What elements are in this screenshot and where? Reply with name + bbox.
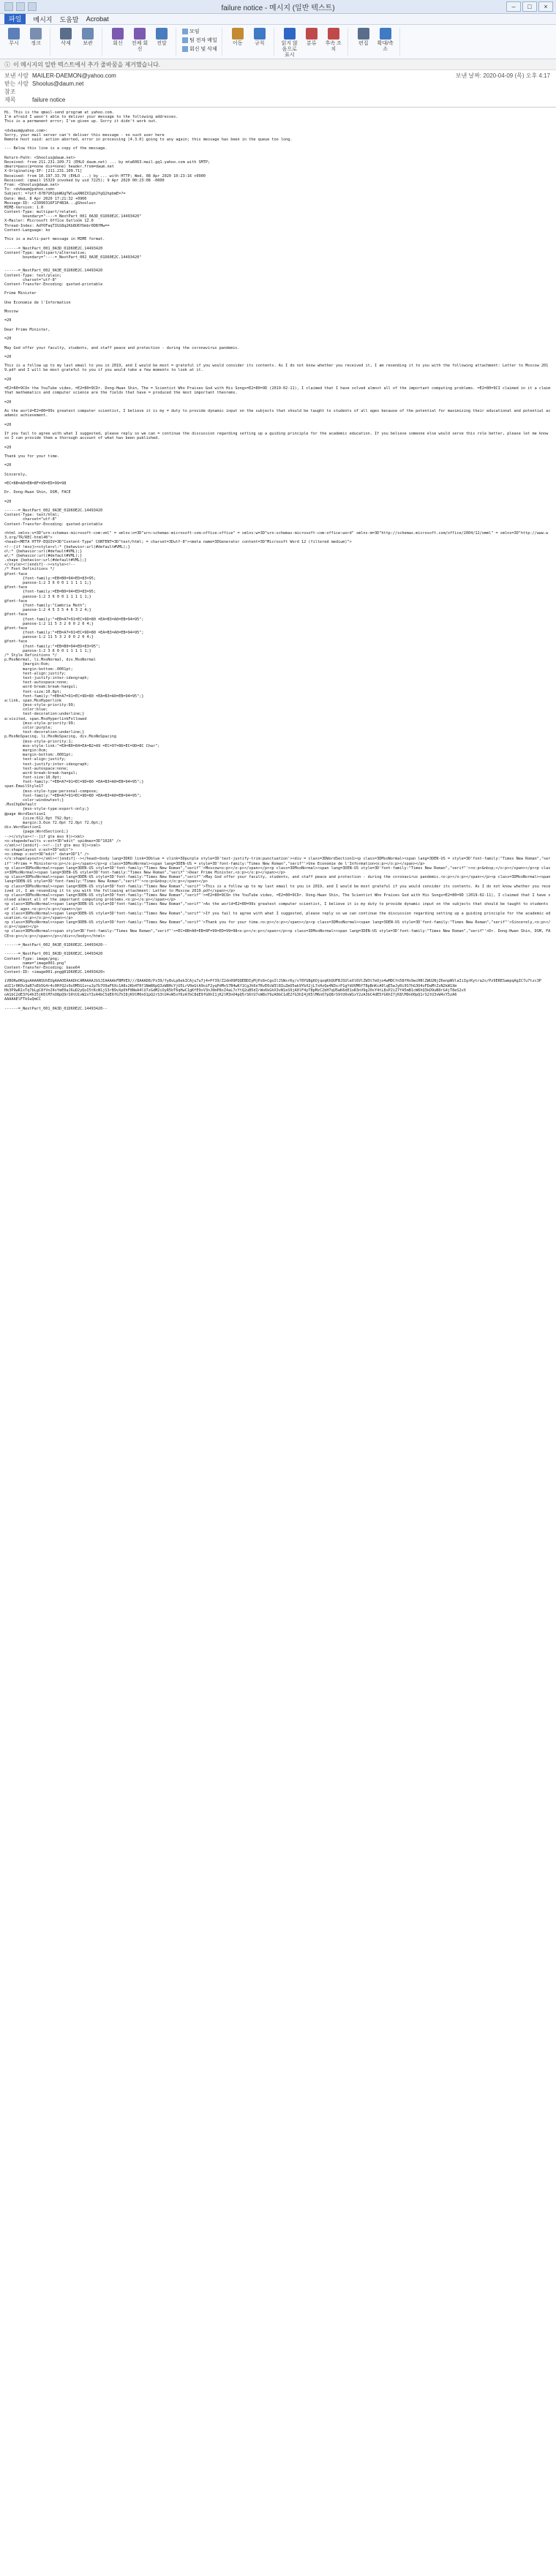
sent-value: 2020-04-09 (목) 오후 4:17 — [483, 72, 550, 79]
body-line: Remote host said: action aborted, error in processing [4.3.0] going to any again; this message has been in the queue too long. — [4, 138, 293, 143]
body-line: panose-1:2 11 5 3 2 0 0 2 0 4;} — [4, 621, 94, 626]
body-line: </o:shapelayout></xml><![endif]--></head><body lang=3DKO link=3Dblue = vlink=3Dpurple style=3D'text-justify-trim:punctuation'><div = class=3DWordSection1><p class=3DMsoNormal><span lang=3DEN-US = style=3D'font-family:"Times New Roman","serif"'>Prime = Minister<o:p></o:p></span></p><p class=3DMsoNormal><span lang=3DEN-US = style=3D'font-family:"Times New Roman","serif"'>Une Economie de l'Information<o:p></o:p></span></p> — [4, 857, 551, 866]
body-line: text-align:justify; — [4, 671, 67, 676]
ribbon-group-4 — [228, 28, 274, 56]
body-line: {font-family:"=EB=A7=91=EC=9D=80 =EA=B3=A0=EB=94=95"; — [4, 631, 144, 636]
undo-icon[interactable] — [16, 2, 25, 11]
subject-label: 제목 — [4, 97, 16, 103]
quick-access-toolbar — [4, 2, 37, 11]
body-line: panose-1:2 11 5 3 2 0 0 2 0 4;} — [4, 635, 94, 640]
body-line: {font-family:"=EB=B0=94=ED=83=95"; — [4, 644, 101, 649]
from-label: 보낸 사람 — [4, 72, 29, 79]
redo-icon[interactable] — [28, 2, 37, 11]
body-line: oA1bC2dE3fG4hI5jK6lM7nO8pQ9rS0tU1vW2xY3zA4bC5dE6fG7hI8jK9lM0nO1pQ2rS3tU4vW5xY6zA7bC8dE9fG0hI1jK2lM3nO4pQ5rS6tU7vW8xY9zA0bC1dE2fG3hI4jK5lM6nO7pQ8rS9tU0vW1xY2zA3bC4dE5fG6hI7jK8lM9nO0pQ1rS2tU3vW4xY5zA6 — [4, 993, 457, 998]
sent-date: 보낸 날짜: 2020-04-09 (목) 오후 4:17 — [455, 72, 550, 79]
sent-label: 보낸 날짜 — [455, 72, 480, 79]
body-line: o\:* {behavior:url(#default#VML);} — [4, 549, 83, 554]
ribbon-button-label: 후속 조치 — [325, 41, 342, 52]
body-line: {margin:0cm; — [4, 662, 50, 667]
body-line: text-decoration:underline;} — [4, 730, 85, 735]
window-controls — [506, 1, 553, 12]
quick-step-1[interactable] — [182, 37, 217, 44]
minimize-icon[interactable]: – — [506, 1, 521, 12]
body-line: {size:612.0pt 792.0pt; — [4, 816, 73, 821]
body-line: text-align:justify; — [4, 757, 67, 762]
body-line: =20 — [4, 318, 12, 323]
unread-icon — [284, 28, 296, 40]
body-line: Content-Type: text/html; — [4, 513, 59, 518]
body-line: margin:0cm; — [4, 748, 48, 753]
body-line: --- Below this line is a copy of the message. — [4, 146, 108, 151]
body-line: @font-face — [4, 639, 28, 645]
subject-value: failure notice — [32, 97, 66, 103]
body-line: <p class=3DMsoNormal><span lang=3DEN-US style=3D'font-family:"Times New Roman","serif"'>May God offer your faculty, students, and staff peace and protection - during the coronavirus pandemic.<o:p></o:p></span></p><p class=3DMsoNormal><span lang=3DEN-US style=3D'font-family:"Times New Roman","serif"'><o:p>&nbsp;</o:p></span></p> — [4, 875, 553, 885]
body-line: =20 — [4, 422, 12, 427]
quick-step-icon — [182, 37, 188, 43]
body-line: a:link, span.MsoHyperlink — [4, 698, 62, 703]
body-line: As the world=E2=80=99s greatest computer scientist, I believe it is my = duty to provide dynamic input on the subjects that should be taught to students of all ages because of the potential for maximizing their educational and potential academic achievement. — [4, 409, 551, 418]
body-line: <p class=3DMsoNormal><span lang=3DEN-US style=3D'font-family:"Times New Roman","serif"'>Thank you for your time.<o:p></o:p></span></p><p class=3DMsoNormal><span lang=3DEN-US style=3D'font-family:"Times New Roman","serif"'>Sincerely,<o:p></o:p></span></p> — [4, 920, 551, 930]
body-line: {mso-style-priority:1; — [4, 739, 73, 744]
ribbon-button-label: 보관 — [83, 41, 93, 46]
body-line: /* Style Definitions */ — [4, 653, 57, 658]
body-line: @font-face — [4, 612, 28, 617]
body-line: font-size:10.0pt; — [4, 776, 62, 781]
body-line: <html xmlns:v=3D"urn:schemas-microsoft-com:vml" = xmlns:o=3D"urn:schemas-microsoft-com:office:office" = xmlns:w=3D"urn:schemas-microsoft-com:office:word" xmlns:m=3D"http://schemas.microsoft.com/office/2004/12/omml" = xmlns=3D"http://www.w3.org/TR/REC-html40"> — [4, 530, 549, 541]
close-icon[interactable]: × — [538, 1, 553, 12]
to-label: 받는 사람 — [4, 80, 29, 87]
body-line: May God offer your faculty, students, and staff peace and protection - during the coronavirus pandemic. — [4, 345, 240, 350]
forward-button[interactable] — [152, 28, 171, 47]
body-line: =20 — [4, 337, 12, 342]
body-line: ------=_NextPart_002_0A3E_01D60E2C.14493420 — [4, 269, 103, 274]
body-line: font-family:"=EB=A7=91=EC=9D=80 =EA=B3=A0=EB=94=95";} — [4, 780, 144, 785]
quick-steps — [182, 28, 217, 53]
ribbon-group-6 — [354, 28, 400, 56]
body-line: Received: from 10.197.33.70 (EHLO ...) by ... with HTTP; Wed, 08 Apr 2020 10:23:16 +0900 — [4, 173, 206, 179]
ribbon-button-label: 규칙 — [254, 41, 265, 46]
body-line: From: <Shoolus@daum.net> — [4, 182, 59, 187]
body-line: /* Font Definitions */ — [4, 567, 55, 572]
body-line: text-autospace:none; — [4, 680, 69, 686]
body-line: Une Economie de l'Information — [4, 300, 71, 305]
body-line: {font-family:=EB=B0=94=ED=83=95; — [4, 576, 96, 581]
ribbon-button-label: 회신 — [113, 41, 123, 46]
quick-step-label: 팀 전자 메일 — [189, 38, 217, 43]
body-line: <o:shapelayout v:ext=3D"edit"> — [4, 848, 73, 853]
forward-icon — [156, 28, 168, 40]
body-line: Subject: =?utf-8?B?UHJpbWUgTWluaXN0ZXIgb2YgQ2hpbmE=?= — [4, 192, 126, 197]
body-line: margin-bottom:.0001pt; — [4, 666, 73, 672]
body-line: ------=_NextPart_001_0A3D_01D60E2C.14493420-- — [4, 1006, 108, 1011]
tab-2[interactable]: 도움말 — [59, 15, 79, 23]
body-line: Thank you for your time. — [4, 454, 59, 459]
body-line: word-break:break-hangul; — [4, 685, 78, 690]
body-line: @font-face — [4, 598, 28, 604]
body-line: iVBORw0KGgoAAAANSUhEUgAAAOEAAADhCAMAAAAJbSJIAAAAkFBMVEX///8AAAD8/Pz39/fy8vLp6ekICAju7u7j4+Pf39/Z2dn09PQQEBDIyMjPz8+CgoIlJSWsrKy/v78YGBg6OjqoqKhQUFBJSUleXl6VlZW3t7eOjo4wMDCfn58fHx9wcHBlZWU2NjZ6enpWVlaIiIgrKytra2s/Pz9ERESampqAgIC7u7tzc3P — [4, 979, 541, 984]
body-line: <!--[if !mso]><style>v\:* {behavior:url(#default#VML);} — [4, 544, 130, 549]
reply-all-button[interactable] — [130, 28, 149, 53]
body-line: Content-Type: image/png; — [4, 956, 59, 961]
body-line: <head><META HTTP-EQUIV=3D"Content-Type" CONTENT=3D"text/html; = charset=3Dutf-8"><meta name=3DGenerator content=3D"Microsoft Word 12 (filtered medium)"> — [4, 540, 352, 545]
body-line: text-justify:inter-ideograph; — [4, 675, 89, 680]
edit-icon — [358, 28, 369, 40]
body-line: Sincerely, — [4, 472, 28, 477]
body-line: ------=_NextPart_002_0A3E_01D60E2C.14493420-- — [4, 943, 108, 947]
ribbon-group-2 — [108, 28, 176, 56]
body-line: This is a multi-part message in MIME format. — [4, 237, 105, 242]
quick-step-label: 모임 — [189, 29, 200, 34]
body-line: =E2=80=9COn the YouTube video, =E2=80=9CDr. Dong-Hwan Shin, The = Scientist Who Praises God with His Songs=E2=80=9D (2019-02-11), I claimed that I have solved almost all of the important computing problems. =E2=80=9CI claimed in it a claim that mathematics and computer science are the fields that have = produced the most important theorems. — [4, 386, 553, 396]
body-line: span.EmailStyle17 — [4, 784, 44, 789]
ribbon-button-label: 정크 — [31, 41, 41, 46]
body-line: font-size:10.0pt; — [4, 689, 62, 694]
tab-3[interactable]: Acrobat — [86, 15, 109, 23]
body-line: Content-Transfer-Encoding: quoted-printable — [4, 282, 103, 288]
body-line: To: <dvbaum@yahoo.com> — [4, 187, 55, 192]
body-line: =20 — [4, 499, 12, 504]
body-line: .shape {behavior:url(#default#VML);} — [4, 558, 87, 563]
rules-icon — [254, 28, 266, 40]
body-line: Content-Type: text/plain; — [4, 273, 62, 278]
info-bar[interactable] — [0, 59, 556, 70]
categorize-button[interactable] — [302, 28, 321, 47]
body-line: a:visited, span.MsoHyperlinkFollowed — [4, 716, 87, 721]
ribbon-button-label: 편집 — [358, 41, 369, 46]
body-line: Return-Path: <Shoolus@daum.net> — [4, 155, 75, 160]
unread-button[interactable] — [280, 28, 299, 59]
ribbon-group-5 — [280, 28, 348, 56]
body-line: =EC=8B=A0=EB=8F=99=ED=99=98 — [4, 481, 67, 486]
body-line: Content-Transfer-Encoding: quoted-printable — [4, 522, 103, 527]
ribbon-button-label: 분류 — [306, 41, 317, 46]
body-line: If you fail to agree with what I suggested, please reply so we can = continue the discussion regarding setting up a guiding principle for the academic education. If you believe someone else would serve this role better, please let me know so I can provide them a thorough account of what has been published. — [4, 431, 551, 441]
body-line: </style><![endif]--><style><!-- — [4, 563, 75, 568]
body-line: {mso-style-priority:99; — [4, 703, 75, 708]
body-line: @page WordSection1 — [4, 811, 46, 816]
body-line: {mso-style-type:personal-compose; — [4, 789, 99, 794]
body-line: <p class=3DMsoNormal><span lang=3DEN-US style=3D'font-family:"Times New Roman","serif"'>=E2=80=9COn the YouTube video, =E2=80=9CDr. Dong-Hwan Shin, The Scientist Who Praises God with His Songs=E2=80=9D (2019-02-11), I claimed that I have solved almost all of the important computing problems.<o:p></o:p></span></p> — [4, 893, 551, 903]
reply-icon — [112, 28, 124, 40]
ribbon-button-label: 전체 회신 — [131, 41, 149, 52]
flag-icon — [328, 28, 339, 40]
body-line: </xml><![endif]--><!--[if gte mso 9]><xml> — [4, 843, 101, 848]
body-line: ------=_NextPart_002_0A3E_01D60E2C.14493420 — [4, 508, 103, 514]
body-line: Date: Wed, 8 Apr 2020 17:21:32 +0900 — [4, 196, 87, 201]
zoom-button[interactable] — [376, 28, 395, 53]
ribbon-button-label: 이동 — [232, 41, 243, 46]
body-line: color:purple; — [4, 726, 53, 731]
body-line: name="image001.png" — [4, 961, 67, 966]
body-line: @font-face — [4, 571, 28, 577]
move-button[interactable] — [228, 28, 247, 47]
ignore-icon — [8, 28, 20, 40]
window-titlebar — [0, 0, 556, 14]
body-line: ------=_NextPart_001_0A3D_01D60E2C.14493420 — [4, 246, 103, 251]
body-line: @font-face — [4, 585, 28, 590]
body-line: X-Originating-IP: [211.231.109.71] — [4, 169, 83, 174]
reply-button[interactable] — [108, 28, 127, 47]
from-value[interactable]: MAILER-DAEMON@yahoo.com — [32, 72, 116, 79]
body-line: p.MsoNormal, li.MsoNormal, div.MsoNormal — [4, 658, 96, 663]
junk-icon — [30, 28, 42, 40]
quick-step-label: 회신 및 삭제 — [189, 47, 217, 52]
quick-step-icon — [182, 46, 188, 52]
body-line: color:blue; — [4, 707, 48, 713]
body-line: =20 — [4, 463, 12, 468]
body-line: Thread-Index: AdYOFaqTIGS8q2Kb8U6YUmbr0DBfMw== — [4, 223, 110, 228]
junk-button[interactable] — [26, 28, 45, 47]
body-line: Prime Minister — [4, 291, 37, 296]
body-line: =20 — [4, 377, 12, 382]
body-line: Sorry, your mail server can't deliver this message - no such user here — [4, 132, 165, 138]
rules-button[interactable] — [250, 28, 269, 47]
body-line: Hi. This is the qmail-send program at yahoo.com. — [4, 110, 114, 115]
body-line: {mso-style-type:export-only;} — [4, 807, 89, 812]
body-line: {mso-style-priority:99; — [4, 721, 75, 726]
body-line: This is a permanent error; I've given up. Sorry it didn't work out. — [4, 119, 158, 124]
tab-1[interactable]: 메시지 — [33, 15, 53, 23]
categorize-icon — [306, 28, 318, 40]
info-bar-text: 이 메시지의 일반 텍스트에서 추가 줄바꿈을 제거했습니다. — [13, 61, 161, 68]
body-line: charset="utf-8" — [4, 517, 57, 522]
body-line: MIME-Version: 1.0 — [4, 205, 44, 210]
body-line: Received: from 211.231.109.71 (EHLO daum.net) ... by mta6063.mail.gq1.yahoo.com with SMTP; — [4, 160, 211, 165]
archive-icon — [82, 28, 94, 40]
body-line: Moscow — [4, 309, 18, 315]
body-line: Message-ID: <23090316F1F4B3A...@Shoolus> — [4, 200, 96, 206]
body-line: <p class=3DMsoNormal><span lang=3DEN-US style=3D'font-family:"Times New Roman","serif"'>Moscow<o:p></o:p></span></p><p class=3DMsoNormal><span lang=3DEN-US style=3D'font-family:"Times New Roman","serif"'><o:p>&nbsp;</o:p></span></p><p class=3DMsoNormal><span lang=3DEN-US style=3D'font-family:"Times New Roman","serif"'>Dear Prime Minister,<o:p></o:p></span></p> — [4, 865, 551, 876]
maximize-icon[interactable]: □ — [522, 1, 537, 12]
body-line: panose-1:2 3 6 0 0 1 1 1 1 1;} — [4, 648, 91, 653]
body-line: w\:* {behavior:url(#default#VML);} — [4, 553, 83, 558]
ribbon-button-label: 삭제 — [61, 41, 71, 46]
body-line: div.WordSection1 — [4, 825, 41, 830]
body-line: p.MsoNoSpacing, li.MsoNoSpacing, div.MsoNoSpacing — [4, 735, 117, 740]
body-line: charset="utf-8" — [4, 277, 57, 282]
body-line: Content-ID: <image001.png@01D60E2C.14493420> — [4, 970, 105, 975]
body-line: eUI1r0K0v3aB7oEb5G4r4c0HfQ2x9v0M5G1z+uJp7b7O9aF6Xc1A8s2Kb4T0f1NmR6pQ3zW8HcYjU5LrV0eGtA9oiF2yqPdMxS7B4wKf1CgJh6nTRvE0cW3l8IuZmO5ak9YbX2jL7sHzQe4N3xrP1gYdUVM6fT8pBnKcA0lqE5wJyRi9S7hG3O4vFDaMtZsN2kW1Xm — [4, 983, 457, 988]
body-line: color:windowtext;} — [4, 798, 64, 803]
quick-step-icon — [182, 29, 188, 34]
message-body[interactable] — [0, 108, 556, 2576]
body-line: {font-family:=EB=B0=94=ED=83=95; — [4, 590, 96, 595]
body-line: --></style><!--[if gte mso 9]><xml> — [4, 834, 85, 839]
body-line: <dvbaum@yahoo.com>: — [4, 128, 48, 133]
body-line: {font-family:"=EB=A7=91=EC=9D=80 =EA=B3=A0=EB=94=95"; — [4, 617, 144, 622]
body-line: <p class=3DMsoNormal><span lang=3DEN-US style=3D'font-family:"Times New Roman","serif"'>This is a follow up to my last email to you in 2019, and I would be most grateful if you would consider its contents. As I do not know whether you received it, I am resending it to you with the following attachment: Letter to Moscow 2019.pdf</span></p> — [4, 884, 551, 893]
body-line: <p class=3DMsoNormal><span lang=3DEN-US style=3D'font-family:"Times New Roman","serif"'>As the world=E2=80=99s greatest computer scientist, I believe it is my duty to provide dynamic input on the subjects that should be taught to students of all ages.<o:p></o:p></span></p> — [4, 902, 551, 912]
ignore-button[interactable] — [4, 28, 23, 47]
archive-button[interactable] — [78, 28, 97, 47]
body-line: Content-Transfer-Encoding: base64 — [4, 965, 80, 970]
info-icon: ⓘ — [4, 61, 10, 68]
body-line: =20 — [4, 445, 12, 450]
ribbon-button-label: 확대/축소 — [377, 41, 394, 52]
body-line: boundary="----=_NextPart_001_0A3D_01D60E2C.14493420" — [4, 214, 142, 219]
delete-icon — [60, 28, 72, 40]
body-line: ------=_NextPart_001_0A3D_01D60E2C.14493420 — [4, 952, 103, 957]
ribbon-button-label: 전달 — [157, 41, 167, 46]
quick-step-0[interactable] — [182, 28, 217, 35]
body-line: dmarc=pass(p=none dis=none) header.from=daum.net — [4, 165, 114, 170]
body-line: =20 — [4, 354, 12, 359]
delete-button[interactable] — [56, 28, 75, 47]
body-line: word-break:break-hangul; — [4, 770, 78, 776]
tab-0[interactable]: 파일 — [4, 14, 26, 24]
body-line: <o:idmap v:ext=3D"edit" data=3D"1" /> — [4, 852, 89, 857]
body-line: Dr. Dong-Hwan Shin, DSM, FACE — [4, 490, 71, 495]
quick-step-2[interactable] — [182, 45, 217, 53]
ribbon — [0, 25, 556, 59]
body-line: =20 — [4, 399, 12, 405]
move-icon — [232, 28, 244, 40]
window-title: failure notice - 메시지 (일반 텍스트) — [221, 4, 335, 12]
body-line: boundary="----=_NextPart_002_0A3E_01D60E2C.14493420" — [4, 255, 142, 260]
body-line: @font-face — [4, 626, 28, 631]
ribbon-button-label: 무시 — [9, 41, 19, 46]
body-line: font-family:"=EB=A7=91=EC=9D=80 =EA=B3=A0=EB=94=95"; — [4, 793, 142, 798]
body-line: margin:3.0cm 72.0pt 72.0pt 72.0pt;} — [4, 820, 103, 825]
cc-label: 참조 — [4, 89, 16, 95]
body-line: <p class=3DMsoNormal><span style=3D'font-family:"Times New Roman","serif"'>=EC=8B=A0=EB=8F=99=ED=99=98<o:p></o:p></span></p><p class=3DMsoNormal><span lang=3DEN-US style=3D'font-family:"Times New Roman","serif"'>Dr. Dong-Hwan Shin, DSM, FACE<o:p></o:p></span></p></div></body></html> — [4, 929, 551, 939]
flag-button[interactable] — [324, 28, 343, 53]
reply-all-icon — [134, 28, 146, 40]
body-line: font-family:"=EB=A7=91=EC=9D=80 =EA=B3=A0=EB=94=95";} — [4, 694, 144, 699]
body-line: panose-1:2 3 6 0 0 1 1 1 1 1;} — [4, 581, 91, 586]
body-line: Received: (qmail 15329 invoked by uid 7225); 9 Apr 2020 00:23:08 -0000 — [4, 178, 165, 183]
ribbon-group-0 — [4, 28, 50, 56]
body-line: panose-1:2 3 6 0 0 1 1 1 1 1;} — [4, 594, 91, 599]
body-line: Content-Type: multipart/related; — [4, 210, 78, 215]
body-line: Hk3P9wR1xTq7bLgC8fVnZ4sYmE0aJ6uD2yQoI5tKcW1jS3rB9vXp0hF8NeA4lU7zGdM2iOyR5bT6qHwC1gKfE9sV3nJ0mP8xZ4aL7cYtQ2uB5dIrWo6kGhX3vN1eS9jA0lF4yT8pMzC2bH7qU5wK6dE1oR3nV9gJ0sY4tL8xP2iZ7fA5mB1cW6hQ3kD9uN0rG4jT8eS2vX — [4, 988, 466, 993]
save-icon[interactable] — [4, 2, 13, 11]
ribbon-group-1 — [56, 28, 102, 56]
ribbon-button-label: 읽지 않음으로 표시 — [281, 41, 298, 58]
body-line: margin-bottom:.0001pt; — [4, 753, 73, 758]
body-line: Content-Language: ko — [4, 228, 50, 233]
body-line: X-Mailer: Microsoft Office Outlook 12.0 — [4, 219, 94, 224]
body-line: I'm afraid I wasn't able to deliver your message to the following addresses. — [4, 115, 179, 120]
body-line: text-decoration:underline;} — [4, 712, 85, 717]
body-line: Content-Type: multipart/alternative; — [4, 250, 87, 255]
body-line: <o:shapedefaults v:ext=3D"edit" spidmax=3D"1026" /> — [4, 838, 121, 844]
to-value[interactable]: Shoolus@daum.net — [32, 80, 84, 87]
body-line: Dear Prime Minister, — [4, 327, 50, 332]
body-line: .MsoChpDefault — [4, 803, 37, 808]
ribbon-tab-bar — [0, 14, 556, 25]
body-line: mso-style-link:"=EA=B0=84=EA=B2=A9 =EC=97=86=EC=9D=8C Char"; — [4, 743, 160, 748]
ribbon-group-3 — [182, 28, 222, 56]
message-header — [0, 70, 556, 108]
body-line: panose-1:2 4 5 3 5 4 6 3 2 4;} — [4, 608, 91, 613]
zoom-icon — [380, 28, 391, 40]
body-line: text-autospace:none; — [4, 766, 69, 771]
edit-button[interactable] — [354, 28, 373, 47]
body-line: {page:WordSection1;} — [4, 830, 69, 835]
body-line: text-justify:inter-ideograph; — [4, 762, 89, 767]
body-line: {font-family:"Cambria Math"; — [4, 603, 87, 608]
body-line: This is a follow up to my last email to you in 2019, and I would be most = grateful if you would consider its contents. As I do not know whether you received it, I am resending it to you with the following attachment: Letter to Moscow 2019.pdf and I will be most grateful to you if you would take a few moments to look at it. — [4, 364, 549, 373]
body-line: AAAAAElFTkSuQmCC — [4, 997, 41, 1002]
body-line: <p class=3DMsoNormal><span lang=3DEN-US style=3D'font-family:"Times New Roman","serif"'>If you fail to agree with what I suggested, please reply so we can continue the discussion regarding setting up a guiding principle for the academic education.<o:p></o:p></span></p> — [4, 911, 551, 920]
